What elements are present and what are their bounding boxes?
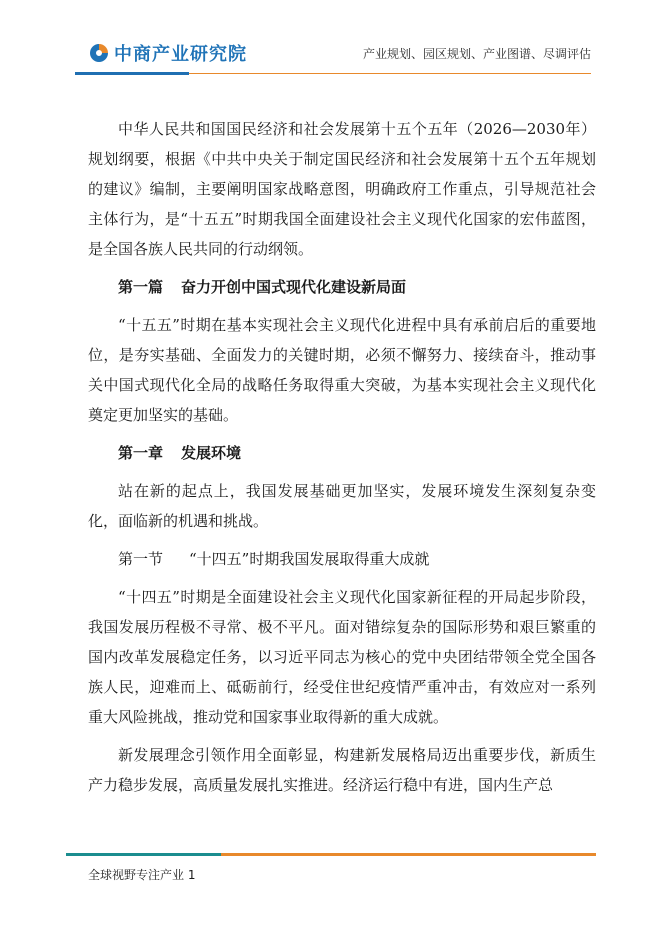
logo-text: 中商产业研究院 <box>114 44 247 65</box>
footer <box>88 866 195 883</box>
document-body <box>88 114 596 808</box>
footer-slogan: 全球视野专注产业 <box>88 868 185 882</box>
section-heading: 第一节 “十四五”时期我国发展取得重大成就 <box>118 550 430 568</box>
section-paragraph-2: 新发展理念引领作用全面彰显，构建新发展格局迈出重要步伐，新质生产力稳步发展，高质量发展扎实推进。经济运行稳中有进，国内生产总 <box>88 746 596 794</box>
section-paragraph: “十四五”时期是全面建设社会主义现代化国家新征程的开局起步阶段，我国发展历程极不寻常、极不平凡。面对错综复杂的国际形势和艰巨繁重的国内改革发展稳定任务，以习近平同志为核心的党中央团结带领全党全国各族人民，迎难而上、砥砺前行，经受住世纪疫情严重冲击，有效应对一系列重大风险挑战，推动党和国家事业取得新的重大成就。 <box>88 588 596 726</box>
part-paragraph: “十五五”时期在基本实现社会主义现代化进程中具有承前启后的重要地位，是夯实基础、全面发力的关键时期，必须不懈努力、接续奋斗，推动事关中国式现代化全局的战略任务取得重大突破，为基本实现社会主义现代化奠定更加坚实的基础。 <box>88 316 596 424</box>
header-tagline: 产业规划、园区规划、产业图谱、尽调评估 <box>362 47 591 61</box>
intro-paragraph: 中华人民共和国国民经济和社会发展第十五个五年（2026—2030年）规划纲要，根据《中共中央关于制定国民经济和社会发展第十五个五年规划的建议》编制，主要阐明国家战略意图，明确政府工作重点，引导规范社会主体行为，是“十五五”时期我国全面建设社会主义现代化国家的宏伟蓝图，是全国各族人民共同的行动纲领。 <box>88 120 596 258</box>
chapter-paragraph: 站在新的起点上，我国发展基础更加坚实，发展环境发生深刻复杂变化，面临新的机遇和挑战。 <box>88 482 596 530</box>
brand-logo <box>88 40 247 66</box>
part-heading: 第一篇 奋力开创中国式现代化建设新局面 <box>118 278 407 296</box>
chapter-heading: 第一章 发展环境 <box>118 444 242 462</box>
page-number: 1 <box>187 868 196 882</box>
footer-divider <box>66 853 596 856</box>
header-divider <box>75 72 591 75</box>
logo-icon <box>88 42 110 64</box>
